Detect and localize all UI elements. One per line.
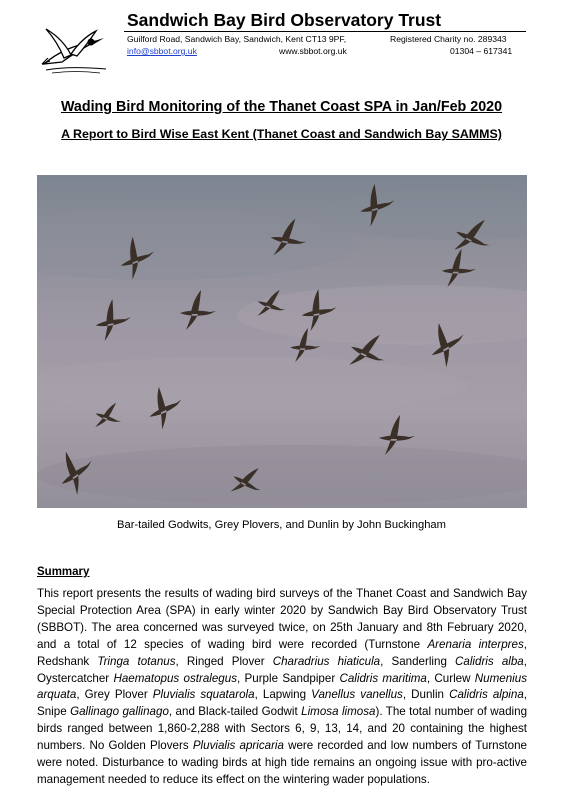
summary-text: , Lapwing <box>254 688 312 702</box>
summary-heading: Summary <box>37 566 90 578</box>
birds-in-flight-photo <box>37 175 527 508</box>
summary-paragraph <box>37 586 527 789</box>
summary-text: , Snipe <box>37 688 528 719</box>
header-divider <box>124 31 526 32</box>
species-latin-name: Numenius arquata <box>37 671 527 702</box>
species-latin-name: Haematopus ostralegus <box>113 671 237 685</box>
summary-text: , Curlew <box>426 671 475 685</box>
species-latin-name: Calidris maritima <box>339 671 427 685</box>
species-latin-name: Calidris alpina <box>449 688 524 702</box>
species-latin-name: Charadrius hiaticula <box>272 654 381 668</box>
website: www.sbbot.org.uk <box>279 46 347 56</box>
species-latin-name: Pluvialis squatarola <box>152 688 255 702</box>
species-latin-name: Pluvialis apricaria <box>192 739 284 753</box>
summary-text: , Redshank <box>37 637 527 668</box>
summary-text: , Purple Sandpiper <box>237 671 340 685</box>
summary-text: , Oystercatcher <box>37 654 527 685</box>
contact-line <box>127 46 527 56</box>
summary-text: were recorded and low numbers of Turnstone were noted. Disturbance to wading birds at high tide remains an ongoing issue with pro-active management needed to reduce its effect on the wintering wader populations. <box>37 739 527 786</box>
photo-caption: Bar-tailed Godwits, Grey Plovers, and Dunlin by John Buckingham <box>117 519 446 531</box>
tern-logo-icon <box>40 14 112 76</box>
phone-number: 01304 – 617341 <box>450 46 513 56</box>
summary-text: , Ringed Plover <box>175 654 273 668</box>
charity-number: Registered Charity no. 289343 <box>390 34 507 44</box>
address: Guilford Road, Sandwich Bay, Sandwich, Kent CT13 9PF, <box>127 34 347 44</box>
species-latin-name: Limosa limosa <box>301 705 376 719</box>
species-latin-name: Tringa totanus <box>97 654 176 668</box>
report-title: Wading Bird Monitoring of the Thanet Coast SPA in Jan/Feb 2020 <box>60 99 503 115</box>
summary-text: , and Black-tailed Godwit <box>168 705 302 719</box>
org-name: Sandwich Bay Bird Observatory Trust <box>127 10 442 30</box>
summary-text: ). The total number of wading birds ranged between 1,860-2,288 with Sectors 6, 9, 13, 14, and 20 containing the highest numbers. No Golden Plovers <box>37 705 528 753</box>
email-link[interactable]: info@sbbot.org.uk <box>127 46 197 56</box>
summary-text: , Dunlin <box>402 688 450 702</box>
species-latin-name: Vanellus vanellus <box>311 688 403 702</box>
species-latin-name: Gallinago gallinago <box>70 705 169 719</box>
species-latin-name: Calidris alba <box>455 654 524 668</box>
address-line <box>127 34 527 44</box>
report-subtitle: A Report to Bird Wise East Kent (Thanet Coast and Sandwich Bay SAMMS) <box>61 127 502 141</box>
species-latin-name: Arenaria interpres <box>427 637 524 651</box>
summary-text: This report presents the results of wading bird surveys of the Thanet Coast and Sandwich Bay Special Protection Area (SPA) in early winter 2020 by Sandwich Bay Bird Observatory Trust (SBBOT). The area concerned was surveyed twice, on 25th January and 8th February 2020, and a total of 12 species of wading bird were recorded (Turnstone <box>37 587 527 651</box>
summary-text: , Sanderling <box>380 654 456 668</box>
summary-text: , Grey Plover <box>76 688 153 702</box>
